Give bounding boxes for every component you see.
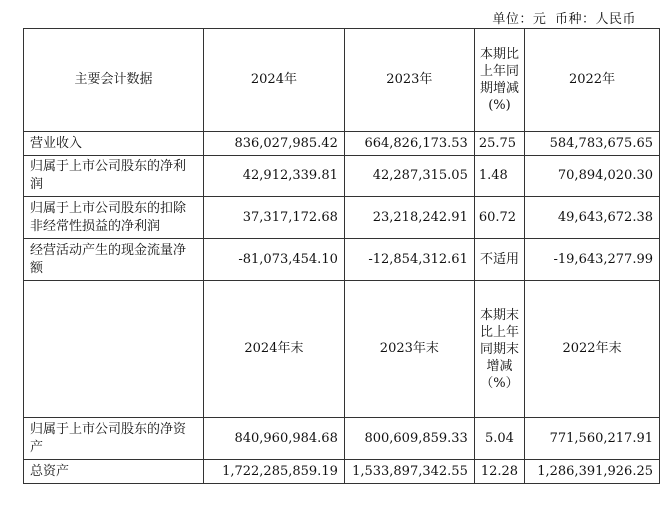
cell-2023: 800,609,859.33 [344, 418, 474, 460]
table-row [24, 460, 660, 484]
header-change: 本期比上年同期增减(%) [474, 29, 524, 132]
header-change-end: 本期末比上年同期末增减（%） [474, 281, 524, 418]
currency-label: 币种：人民币 [554, 12, 636, 27]
cell-change: 1.48 [474, 156, 524, 197]
row-label: 经营活动产生的现金流量净额 [24, 239, 204, 281]
header-2022-end: 2022年末 [525, 281, 660, 418]
cell-2022: -19,643,277.99 [525, 239, 660, 281]
header-row-period-end [24, 281, 660, 418]
header-label: 主要会计数据 [24, 29, 204, 132]
financial-data-table [23, 28, 660, 484]
cell-2024: 42,912,339.81 [204, 156, 345, 197]
header-label [24, 281, 204, 418]
header-2024-end: 2024年末 [204, 281, 345, 418]
table-row [24, 418, 660, 460]
cell-2024: 836,027,985.42 [204, 132, 345, 156]
row-label: 归属于上市公司股东的净利润 [24, 156, 204, 197]
cell-2022: 584,783,675.65 [525, 132, 660, 156]
cell-change: 25.75 [474, 132, 524, 156]
cell-2023: -12,854,312.61 [344, 239, 474, 281]
cell-change: 60.72 [474, 197, 524, 239]
cell-2024: 37,317,172.68 [204, 197, 345, 239]
cell-2023: 23,218,242.91 [344, 197, 474, 239]
table-row [24, 197, 660, 239]
cell-2024: -81,073,454.10 [204, 239, 345, 281]
row-label: 营业收入 [24, 132, 204, 156]
row-label: 归属于上市公司股东的扣除非经常性损益的净利润 [24, 197, 204, 239]
table-row [24, 132, 660, 156]
cell-change: 不适用 [474, 239, 524, 281]
cell-2022: 49,643,672.38 [525, 197, 660, 239]
unit-label: 单位：元 [492, 12, 547, 27]
row-label: 总资产 [24, 460, 204, 484]
header-2022: 2022年 [525, 29, 660, 132]
cell-2024: 1,722,285,859.19 [204, 460, 345, 484]
cell-2023: 1,533,897,342.55 [344, 460, 474, 484]
unit-note [488, 8, 636, 27]
header-2023: 2023年 [344, 29, 474, 132]
cell-2022: 70,894,020.30 [525, 156, 660, 197]
cell-change: 12.28 [474, 460, 524, 484]
cell-2022: 1,286,391,926.25 [525, 460, 660, 484]
header-2023-end: 2023年末 [344, 281, 474, 418]
row-label: 归属于上市公司股东的净资产 [24, 418, 204, 460]
header-2024: 2024年 [204, 29, 345, 132]
header-row-annual [24, 29, 660, 132]
cell-2023: 664,826,173.53 [344, 132, 474, 156]
table-row [24, 156, 660, 197]
cell-2023: 42,287,315.05 [344, 156, 474, 197]
table-row [24, 239, 660, 281]
cell-change: 5.04 [474, 418, 524, 460]
cell-2024: 840,960,984.68 [204, 418, 345, 460]
cell-2022: 771,560,217.91 [525, 418, 660, 460]
